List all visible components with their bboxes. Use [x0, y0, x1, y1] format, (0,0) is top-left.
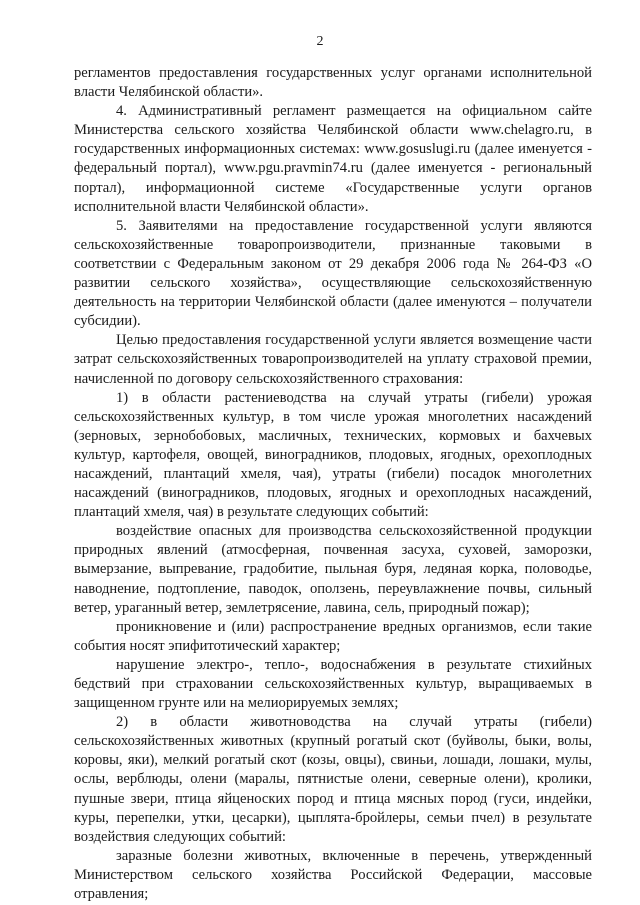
paragraph-utility-disruption: нарушение электро-, тепло-, водоснабжения в результате стихийных бедствий при страховании сельскохозяйственных культур, выращиваемых в защищенном грунте или на мелиорируемых землях; [74, 656, 592, 712]
page-number: 2 [316, 34, 324, 49]
paragraph-continuation: регламентов предоставления государственных услуг органами исполнительной власти Челябинской области». [74, 65, 592, 101]
paragraph-item-4: 4. Административный регламент размещается на официальном сайте Министерства сельского хозяйства Челябинской области www.chelagro.ru, в государственных информационных системах: www.gosuslugi.ru (далее именуется - федеральный портал), www.pgu.pravmin74.ru (далее именуется - региональный портал), информационной системе «Государственные услуги органов исполнительной власти Челябинской области». [74, 103, 592, 215]
paragraph-harmful-organisms: проникновение и (или) распространение вредных организмов, если такие события носят эпифитотический характер; [74, 618, 592, 654]
paragraph-subitem-1: 1) в области растениеводства на случай утраты (гибели) урожая сельскохозяйственных культур, в том числе урожая многолетних насаждений (зерновых, зернобобовых, масличных, технических, кормовых и бахчевых культур, картофеля, овощей, виноградников, плодовых, ягодных, орехоплодных насаждений, плантаций хмеля, чая), утраты (гибели) посадок многолетних насаждений (виноградников, плодовых, ягодных и орехоплодных насаждений, плантаций хмеля, чая) в результате следующих событий: [74, 389, 592, 521]
paragraph-purpose: Целью предоставления государственной услуги является возмещение части затрат сельскохозяйственных товаропроизводителей на уплату страховой премии, начисленной по договору сельскохозяйственного страхования: [74, 332, 592, 387]
document-body [74, 64, 592, 904]
paragraph-natural-phenomena: воздействие опасных для производства сельскохозяйственной продукции природных явлений (атмосферная, почвенная засуха, суховей, заморозки, вымерзание, выпревание, градобитие, пыльная буря, ледяная корка, половодье, наводнение, подтопление, паводок, оползень, переувлажнение почвы, сильный ветер, ураганный ветер, землетрясение, лавина, сель, природный пожар); [74, 523, 592, 616]
paragraph-subitem-2: 2) в области животноводства на случай утраты (гибели) сельскохозяйственных животных (крупный рогатый скот (буйволы, быки, волы, коровы, яки), мелкий рогатый скот (козы, овцы), свиньи, лошади, лошаки, мулы, ослы, верблюды, олени (маралы, пятнистые олени, северные олени), кролики, пушные звери, птица яйценоских пород и птица мясных пород (гуси, индейки, куры, перепелки, утки, цесарки), цыплята-бройлеры, семьи пчел) в результате воздействия следующих событий: [74, 714, 592, 845]
paragraph-animal-diseases: заразные болезни животных, включенные в перечень, утвержденный Министерством сельского хозяйства Российской Федерации, массовые отравления; [74, 847, 592, 903]
paragraph-item-5: 5. Заявителями на предоставление государственной услуги являются сельскохозяйственные товаропроизводители, признанные таковыми в соответствии с Федеральным законом от 29 декабря 2006 года № 264-ФЗ «О развитии сельского хозяйства», осуществляющие сельскохозяйственную деятельность на территории Челябинской области (далее именуются – получатели субсидии). [74, 217, 592, 330]
